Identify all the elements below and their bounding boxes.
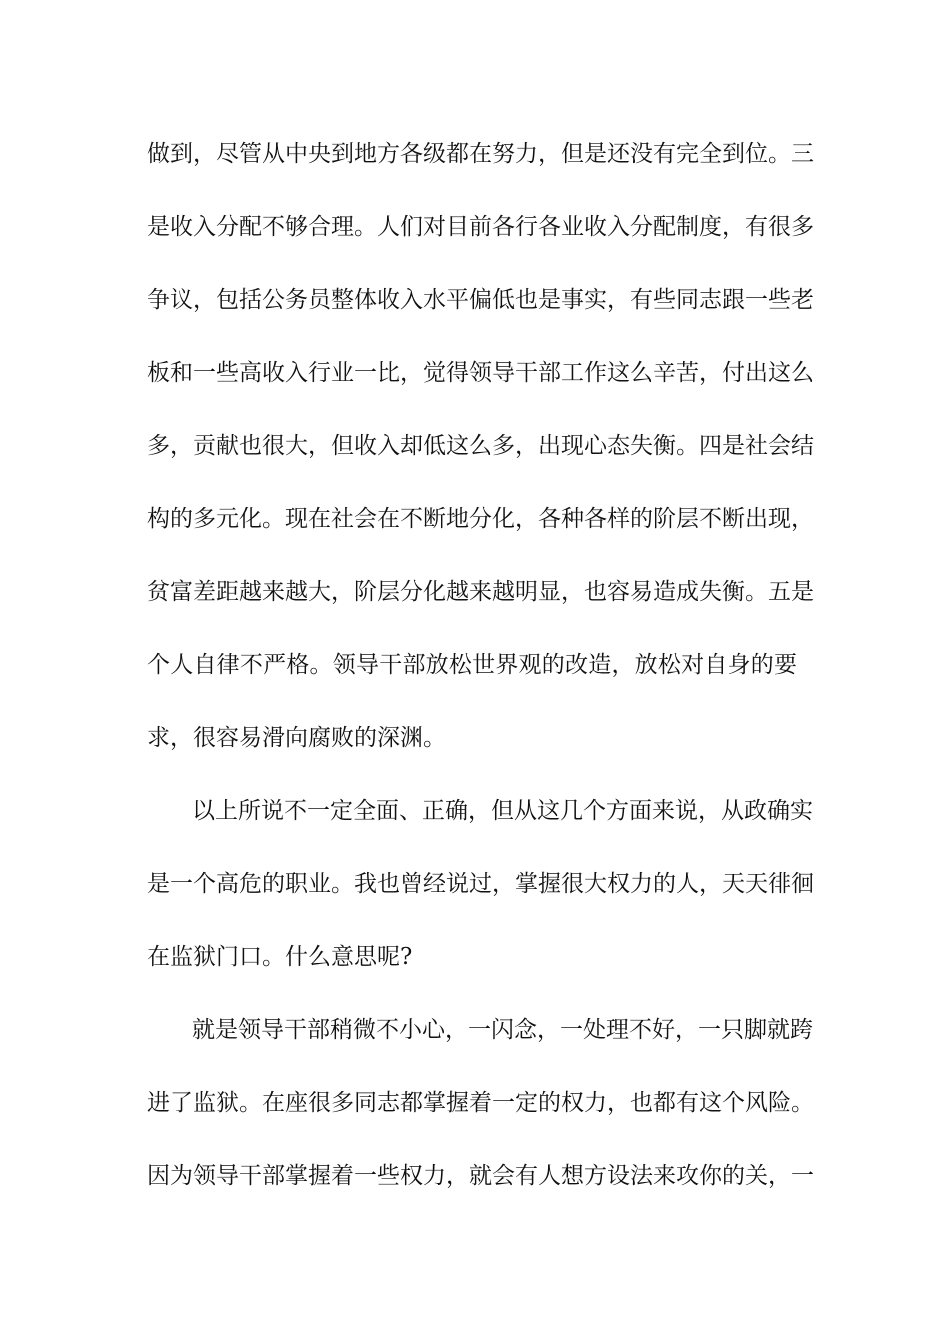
text-line: 求，很容易滑向腐败的深渊。 xyxy=(147,725,446,751)
paragraph-first-line: 以上所说不一定全面、正确，但从这几个方面来说，从政确实 xyxy=(192,798,813,824)
text-line: 进了监狱。在座很多同志都掌握着一定的权力，也都有这个风险。 xyxy=(147,1090,814,1116)
text-line: 构的多元化。现在社会在不断地分化，各种各样的阶层不断出现， xyxy=(147,506,814,532)
text-line: 个人自律不严格。领导干部放松世界观的改造，放松对自身的要 xyxy=(147,652,797,678)
text-line: 在监狱门口。什么意思呢? xyxy=(147,944,413,970)
text-line: 争议，包括公务员整体收入水平偏低也是事实，有些同志跟一些老 xyxy=(147,287,814,313)
text-line: 是收入分配不够合理。人们对目前各行各业收入分配制度，有很多 xyxy=(147,214,814,240)
text-line: 板和一些高收入行业一比，觉得领导干部工作这么辛苦，付出这么 xyxy=(147,360,814,386)
text-line: 因为领导干部掌握着一些权力，就会有人想方设法来攻你的关，一 xyxy=(147,1163,814,1189)
text-line: 多，贡献也很大，但收入却低这么多，出现心态失衡。四是社会结 xyxy=(147,433,814,459)
text-line: 是一个高危的职业。我也曾经说过，掌握很大权力的人，天天徘徊 xyxy=(147,871,814,897)
text-line: 贫富差距越来越大，阶层分化越来越明显，也容易造成失衡。五是 xyxy=(147,579,814,605)
paragraph-first-line: 就是领导干部稍微不小心，一闪念，一处理不好，一只脚就跨 xyxy=(192,1017,813,1043)
text-line: 做到，尽管从中央到地方各级都在努力，但是还没有完全到位。三 xyxy=(147,141,814,167)
